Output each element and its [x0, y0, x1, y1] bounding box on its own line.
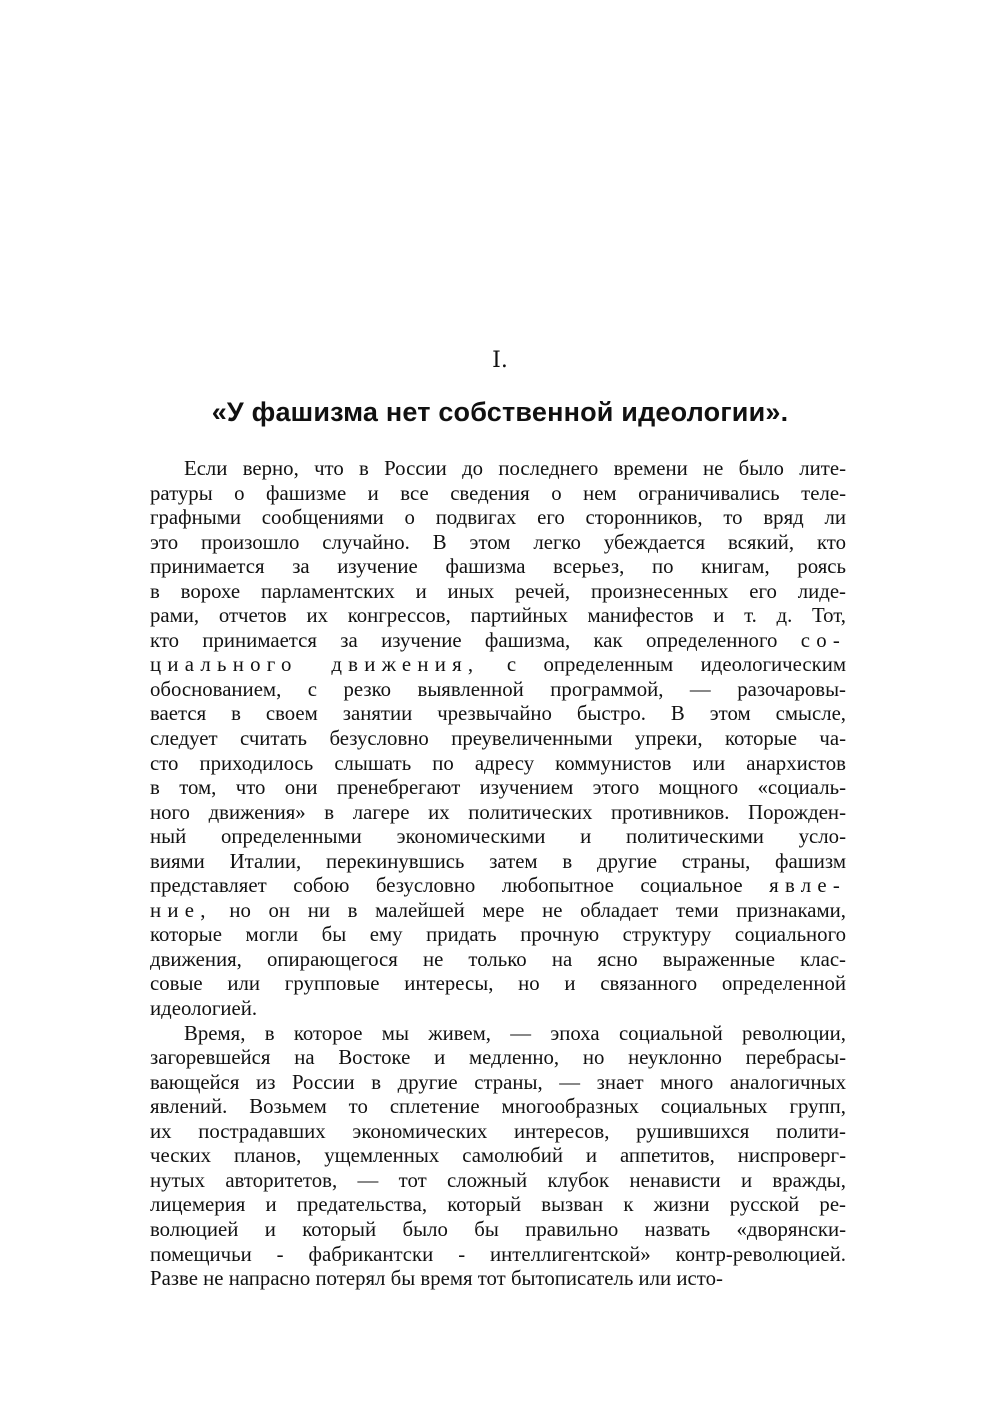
- text-line: [150, 776, 846, 801]
- text-line: [150, 948, 846, 973]
- text-line: [150, 1218, 846, 1243]
- text-segment: волюцией и который было бы правильно назвать «дворянски-: [150, 1217, 846, 1241]
- text-segment: загоревшейся на Востоке и медленно, но неуклонно перебрасы-: [150, 1046, 846, 1070]
- text-line: [150, 727, 846, 752]
- text-segment: это произошло случайно. В этом легко убеждается всякий, кто: [150, 530, 846, 554]
- spaced-emphasis: явле-: [769, 874, 846, 898]
- text-segment: ный определенными экономическими и политическими усло-: [150, 825, 846, 849]
- text-line: [150, 874, 846, 899]
- chapter-number: I.: [492, 348, 508, 373]
- text-segment: ческих планов, ущемленных самолюбий и аппетитов, ниспроверг-: [150, 1144, 846, 1168]
- text-segment: в ворохе парламентских и иных речей, произнесенных его лиде-: [150, 579, 846, 603]
- text-line: [150, 506, 846, 531]
- text-line: [150, 1095, 846, 1120]
- body-text: [150, 457, 846, 1292]
- text-line: [150, 899, 846, 924]
- text-line: [150, 629, 846, 654]
- text-line: [150, 997, 846, 1022]
- text-segment: в том, что они пренебрегают изучением этого мощного «социаль-: [150, 776, 846, 800]
- text-segment: представляет собою безусловно любопытное социальное: [150, 874, 770, 898]
- text-line: [150, 1193, 846, 1218]
- text-segment: графными сообщениями о подвигах его сторонников, то вряд ли: [150, 506, 846, 530]
- text-segment: их пострадавших экономических интересов, рушившихся полити-: [150, 1119, 846, 1143]
- text-segment: виями Италии, перекинувшись затем в другие страны, фашизм: [150, 849, 846, 873]
- text-segment: вающейся из России в другие страны, — знает много аналогичных: [150, 1070, 846, 1094]
- text-line: [150, 801, 846, 826]
- text-line: [150, 457, 846, 482]
- text-line: [150, 555, 846, 580]
- text-segment: вается в своем занятии чрезвычайно быстро. В этом смысле,: [150, 702, 846, 726]
- text-line: [150, 1046, 846, 1071]
- text-line: [150, 604, 846, 629]
- text-segment: ратуры о фашизме и все сведения о нем ограничивались теле-: [150, 481, 846, 505]
- text-segment: которые могли бы ему придать прочную структуру социального: [150, 923, 846, 947]
- text-line: [150, 923, 846, 948]
- text-segment: движения, опирающегося не только на ясно выраженные клас-: [150, 947, 846, 971]
- text-segment: лицемерия и предательства, который вызван к жизни русской ре-: [150, 1193, 846, 1217]
- text-segment: явлений. Возьмем то сплетение многообразных социальных групп,: [150, 1095, 846, 1119]
- text-segment: нутых авторитетов, — тот сложный клубок ненависти и вражды,: [150, 1168, 846, 1192]
- spaced-emphasis: со-: [800, 628, 846, 652]
- text-line: [150, 1267, 846, 1292]
- text-segment: рами, отчетов их конгрессов, партийных манифестов и т. д. Тот,: [150, 604, 846, 628]
- text-line: [150, 678, 846, 703]
- text-segment: идеологией.: [150, 997, 258, 1021]
- text-segment: принимается за изучение фашизма всерьез, по книгам, роясь: [150, 555, 846, 579]
- text-segment: Время, в которое мы живем, — эпоха социальной революции,: [184, 1021, 846, 1045]
- spaced-emphasis: ние,: [150, 898, 212, 922]
- text-line: [150, 1169, 846, 1194]
- text-segment: Если верно, что в России до последнего времени не было лите-: [184, 457, 846, 480]
- text-segment: сто приходилось слышать по адресу коммунистов или анархистов: [150, 751, 846, 775]
- text-segment: с определенным идеологическим: [479, 653, 846, 677]
- text-line: [150, 531, 846, 556]
- text-line: [150, 825, 846, 850]
- text-segment: следует считать безусловно преувеличенными упреки, которые ча-: [150, 727, 846, 751]
- text-line: [150, 1243, 846, 1268]
- text-segment: но он ни в малейшей мере не обладает теми признаками,: [211, 898, 846, 922]
- text-line: [150, 752, 846, 777]
- text-line: [150, 482, 846, 507]
- text-line: [150, 972, 846, 997]
- text-line: [150, 1022, 846, 1047]
- text-line: [150, 702, 846, 727]
- text-line: [150, 1144, 846, 1169]
- text-segment: ного движения» в лагере их политических противников. Порожден-: [150, 800, 846, 824]
- text-line: [150, 653, 846, 678]
- text-segment: кто принимается за изучение фашизма, как определенного: [150, 628, 801, 652]
- text-line: [150, 1120, 846, 1145]
- text-line: [150, 1071, 846, 1096]
- text-segment: обоснованием, с резко выявленной программой, — разочаровы-: [150, 677, 846, 701]
- text-line: [150, 850, 846, 875]
- text-segment: Разве не напрасно потерял бы время тот бытописатель или исто-: [150, 1267, 723, 1291]
- text-segment: совые или групповые интересы, но и связанного определенной: [150, 972, 846, 996]
- text-line: [150, 580, 846, 605]
- text-segment: помещичьи - фабрикантски - интеллигентской» контр-революцией.: [150, 1242, 846, 1266]
- spaced-emphasis: циального движения,: [150, 653, 480, 677]
- chapter-title: «У фашизма нет собственной идеологии».: [211, 397, 789, 427]
